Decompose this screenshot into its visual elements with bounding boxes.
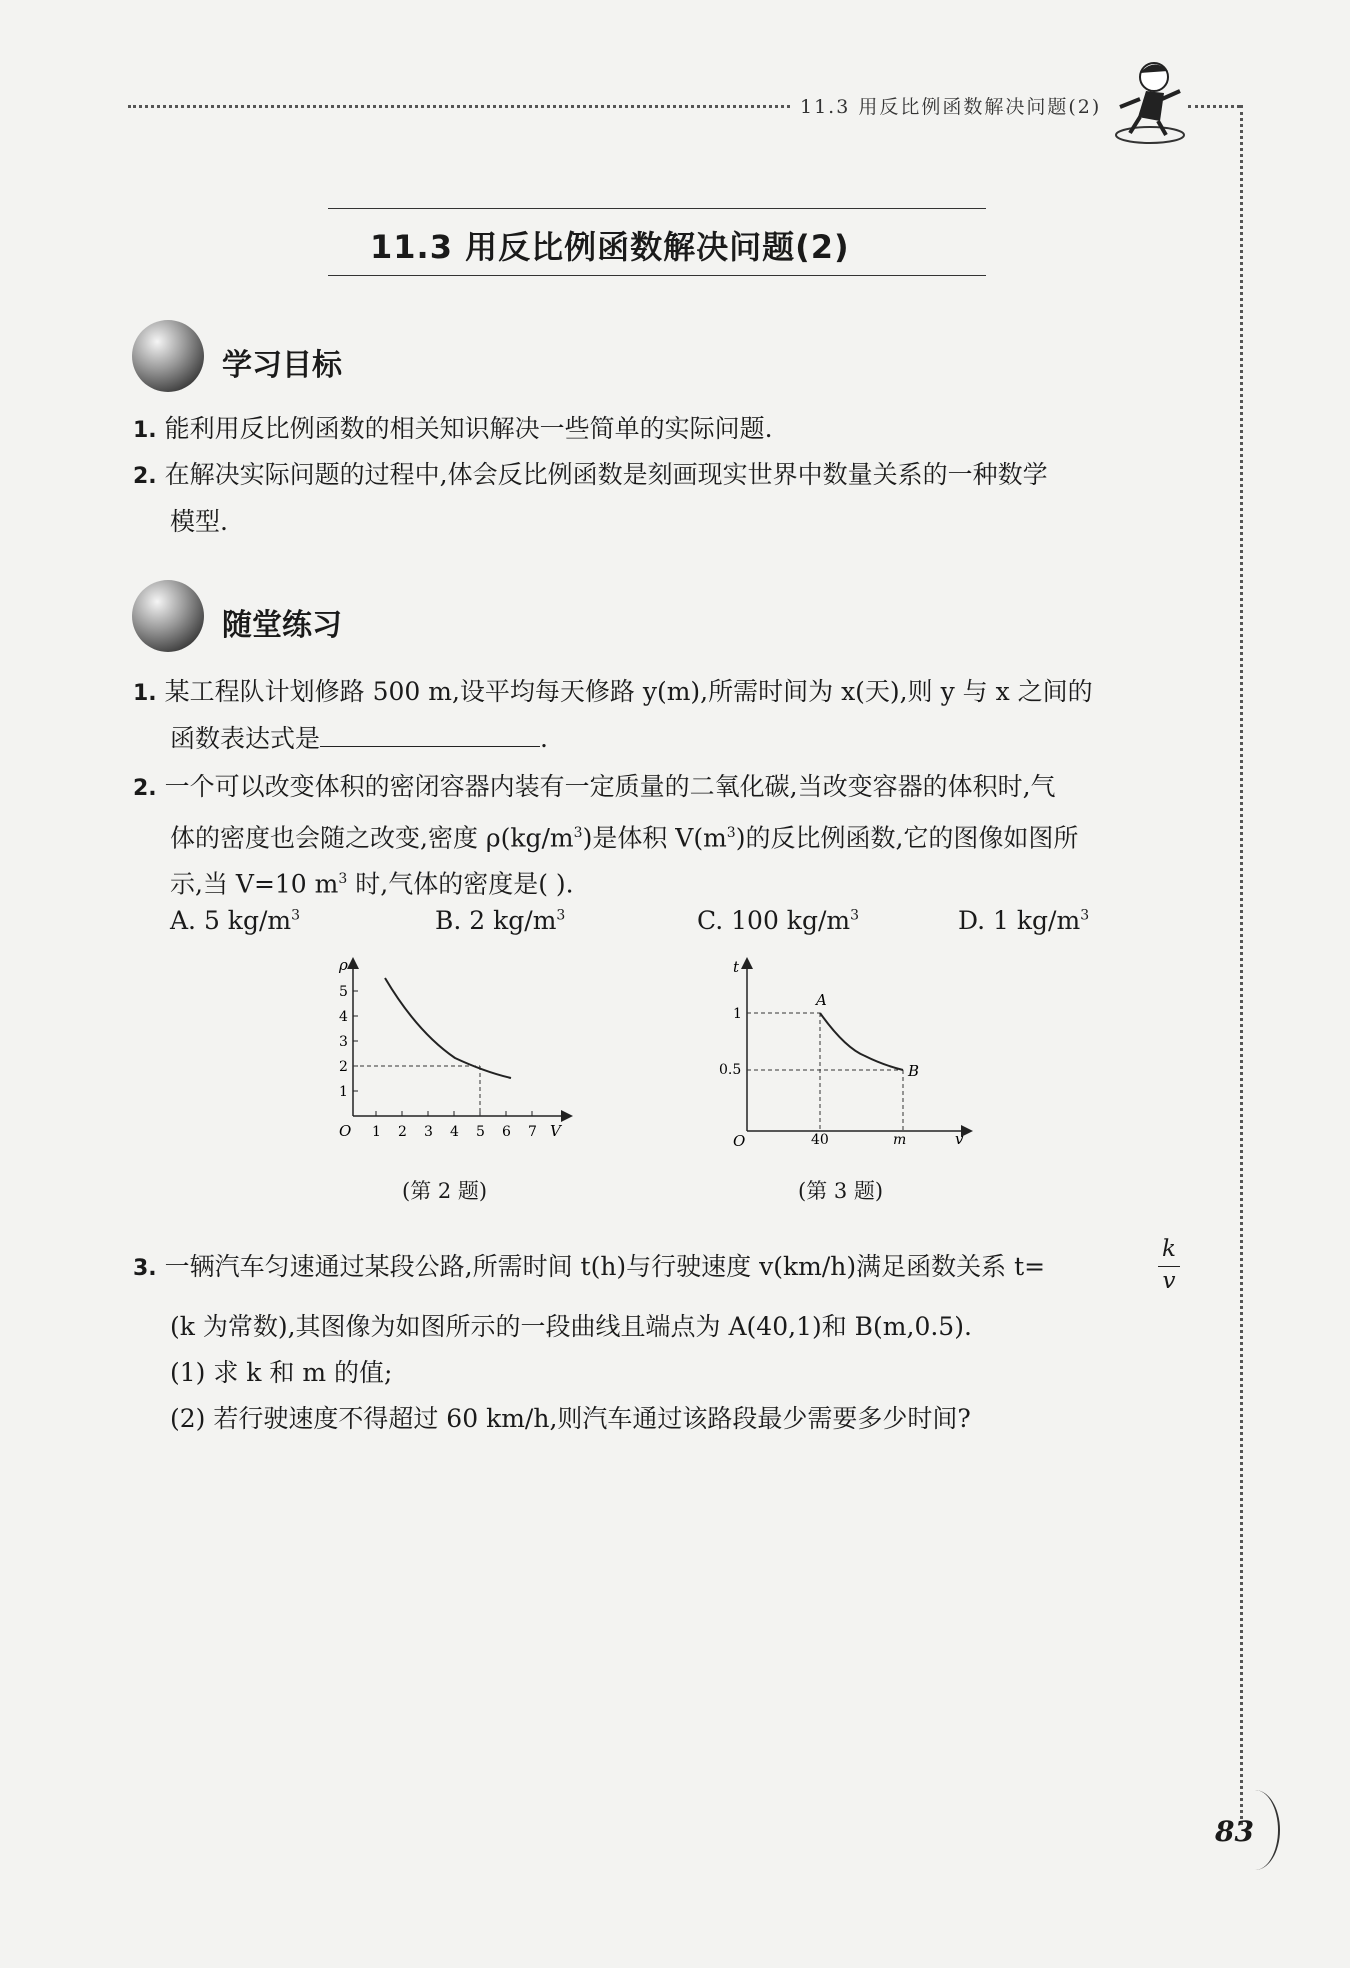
x-ticks (372, 1124, 537, 1140)
y-tick: 1 (733, 1006, 742, 1022)
origin-label: O (733, 1132, 746, 1150)
inverse-curve (385, 978, 511, 1078)
point-a-label: A (816, 991, 827, 1009)
fraction-numerator: k (1162, 1236, 1176, 1262)
y-tick: 1 (339, 1084, 348, 1100)
option-c[interactable]: C. 100 $kg/m^3$ (697, 906, 859, 935)
question-3-line-2: (k 为常数),其图像为如图所示的一段曲线且端点为 A(40,1)和 B(m,0.5). (170, 1312, 972, 1341)
x-tick: 6 (502, 1124, 511, 1140)
running-header: 11.3 用反比例函数解决问题(2) (800, 96, 1102, 118)
question-1-line-2: 函数表达式是 . (170, 724, 548, 753)
x-axis-label: v (955, 1130, 964, 1148)
section-title-goals: 学习目标 (222, 348, 342, 383)
answer-blank[interactable] (320, 722, 540, 747)
globe-icon (132, 580, 204, 652)
question-1-line-1: 1. 某工程队计划修路 500 m,设平均每天修路 y(m),所需时间为 x(天),则 y 与 x 之间的 (133, 677, 1093, 706)
y-tick: 3 (339, 1034, 348, 1050)
y-tick: 4 (339, 1009, 348, 1025)
x-axis-label: V (550, 1122, 561, 1140)
question-2-line-1: 2. 一个可以改变体积的密闭容器内装有一定质量的二氧化碳,当改变容器的体积时,气 (133, 772, 1056, 801)
x-tick: 40 (811, 1132, 829, 1148)
inverse-curve-segment (820, 1013, 903, 1070)
x-tick: m (893, 1132, 907, 1148)
mascot-icon (1110, 55, 1192, 145)
question-3-sub-2: (2) 若行驶速度不得超过 60 km/h,则汽车通过该路段最少需要多少时间? (170, 1404, 971, 1433)
question-2-line-3: 示,当 V=10 $m^3$ 时,气体的密度是( ). (170, 869, 574, 899)
figure-2-graph (325, 950, 585, 1150)
globe-icon (132, 320, 204, 392)
fraction-bar (1158, 1266, 1180, 1267)
page-title: 11.3 用反比例函数解决问题(2) (370, 228, 850, 266)
y-tick: 2 (339, 1059, 348, 1075)
x-tick: 4 (450, 1124, 459, 1140)
figure-3-caption: (第 3 题) (798, 1179, 884, 1203)
option-a[interactable]: A. 5 $kg/m^3$ (170, 906, 301, 935)
x-tick: 7 (528, 1124, 537, 1140)
option-b[interactable]: B. 2 $kg/m^3$ (435, 906, 566, 935)
side-dotted-rule (1240, 105, 1243, 1825)
header-dotted-rule-right (1188, 105, 1240, 108)
page-number: 83 (1215, 1815, 1254, 1848)
option-d[interactable]: D. 1 $kg/m^3$ (958, 906, 1090, 935)
x-tick: 5 (476, 1124, 485, 1140)
origin-label: O (339, 1122, 352, 1140)
goal-item-2-cont: 模型. (170, 507, 228, 536)
y-tick: 0.5 (719, 1062, 742, 1078)
section-title-practice: 随堂练习 (222, 608, 342, 643)
fraction-denominator: v (1162, 1268, 1176, 1294)
figure-3-graph (715, 950, 985, 1150)
figure-2-caption: (第 2 题) (402, 1179, 488, 1203)
y-tick: 5 (339, 984, 348, 1000)
goal-item-1: 1. 能利用反比例函数的相关知识解决一些简单的实际问题. (133, 414, 773, 443)
goal-item-2: 2. 在解决实际问题的过程中,体会反比例函数是刻画现实世界中数量关系的一种数学 (133, 460, 1048, 489)
question-3-line-1: 3. 一辆汽车匀速通过某段公路,所需时间 t(h)与行驶速度 v(km/h)满足函数关系 t= (133, 1252, 1046, 1281)
question-3-sub-1: (1) 求 k 和 m 的值; (170, 1358, 393, 1387)
x-tick: 1 (372, 1124, 381, 1140)
point-b-label: B (908, 1062, 920, 1080)
x-tick: 2 (398, 1124, 407, 1140)
x-tick: 3 (424, 1124, 433, 1140)
y-axis-label: ρ (339, 956, 348, 974)
question-2-line-2: 体的密度也会随之改变,密度 $\rho(kg/m^3)$是体积 $V(m^3)$的反比例函数,它的图像如图所 (170, 823, 1079, 853)
header-dotted-rule (128, 105, 790, 108)
y-ticks (339, 984, 348, 1100)
y-axis-label: t (733, 958, 740, 976)
